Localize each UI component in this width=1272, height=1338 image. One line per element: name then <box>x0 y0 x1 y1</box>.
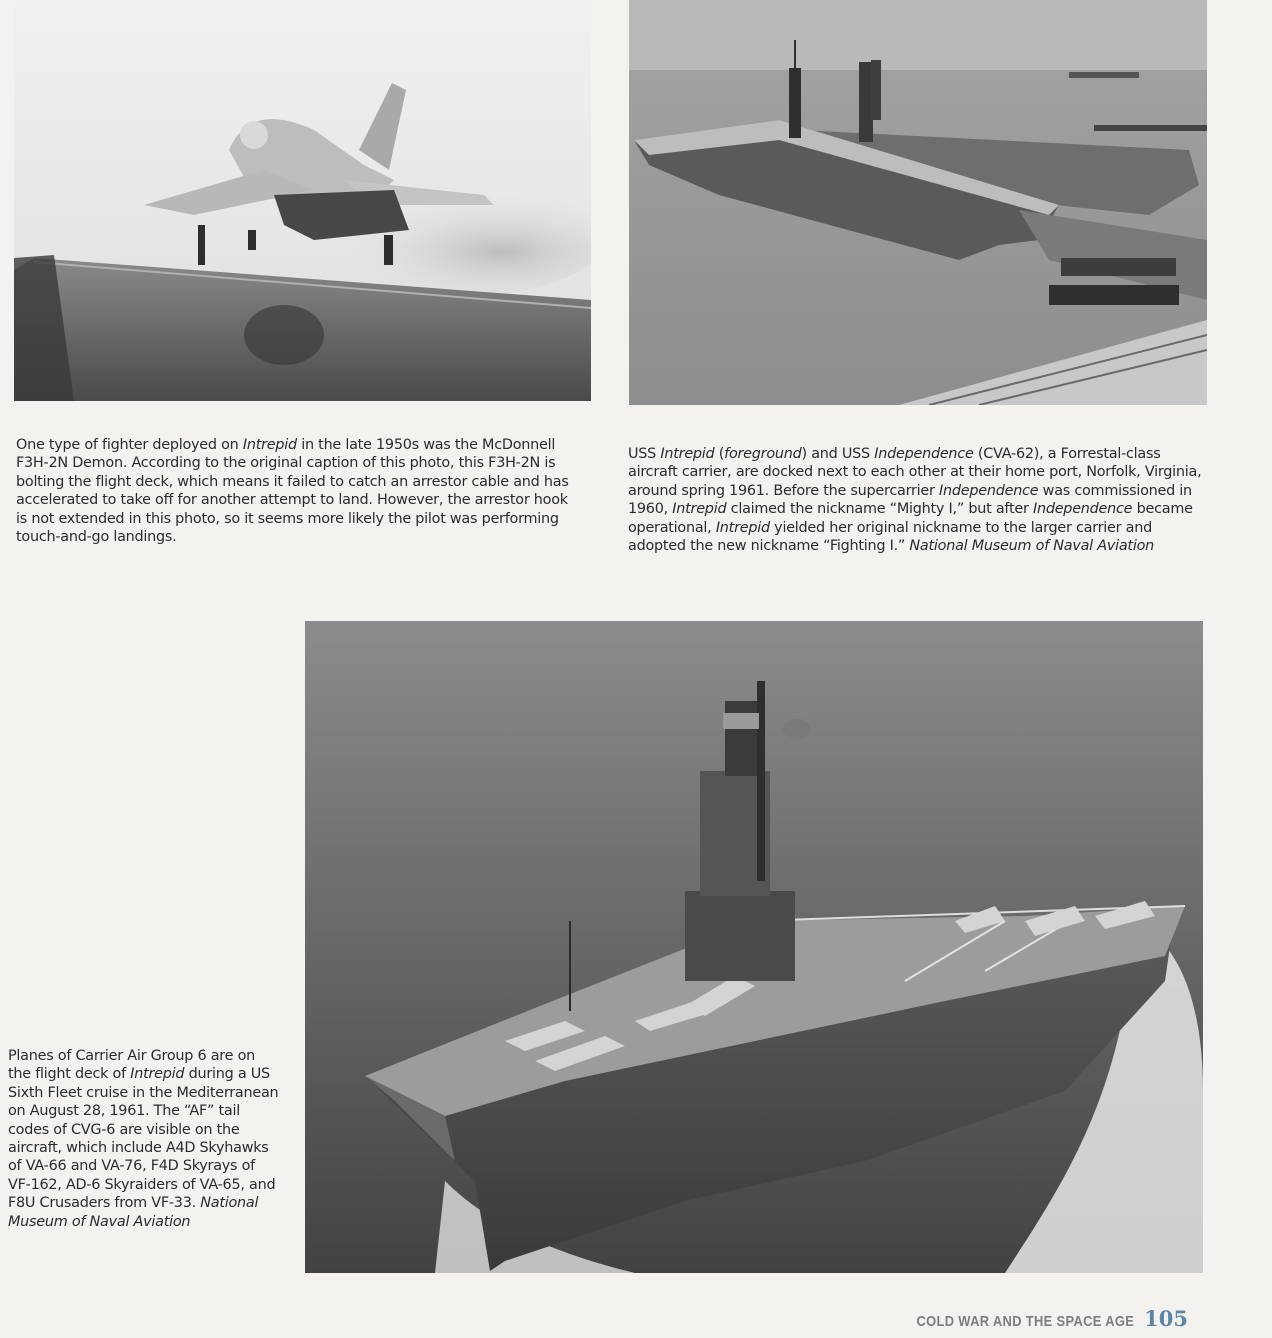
caption-docked-text: was commissioned in 1960, <box>628 482 1192 518</box>
photo-jet-takeoff <box>14 0 591 401</box>
caption-docked-ship-name: Independence <box>874 446 974 462</box>
caption-docked-ship-name: Intrepid <box>660 446 715 462</box>
caption-docked-credit: National Museum of Naval Aviation <box>909 538 1154 555</box>
caption-docked-text: USS <box>628 446 661 462</box>
caption-docked-ship-name: Independence <box>1032 501 1133 518</box>
caption-docked-text: (CVA-62), a Forrestal-class aircraft carrier, are docked next to each other at their home port, Norfolk, Virginia, around spring 1961. Before the supercarrier <box>628 446 1202 499</box>
underway-photo-image <box>305 621 1203 1273</box>
docked-photo-image <box>629 0 1207 405</box>
caption-underway-ship-name: Intrepid <box>130 1066 185 1083</box>
caption-docked-text: ) and USS <box>801 446 875 462</box>
photo-carrier-underway <box>305 621 1203 1273</box>
caption-underway-text: Planes of Carrier Air Group 6 are on the flight deck of <box>8 1048 255 1083</box>
caption-docked-text: yielded her original nickname to the larger carrier and adopted the new nickname “Fighting I.” <box>628 519 1152 555</box>
caption-docked-text: claimed the nickname “Mighty I,” but after <box>726 501 1033 518</box>
running-head: COLD WAR AND THE SPACE AGE <box>916 1313 1135 1330</box>
caption-underway-text: during a US Sixth Fleet cruise in the Mediterranean on August 28, 1961. The “AF” tail codes of CVG-6 are visible on the aircraft, which include A4D Skyhawks of VA-66 and VA-76, F4D Skyrays of VF-162, AD-6 Skyraiders of VA-65, and F8U Crusaders from VF-33. <box>8 1066 279 1212</box>
caption-jet-ship-name: Intrepid <box>242 437 297 453</box>
caption-docked-italic: foreground <box>724 446 802 462</box>
caption-docked-ship-name: Intrepid <box>672 501 727 518</box>
caption-underway-credit: National Museum of Naval Aviation <box>8 1195 259 1230</box>
caption-docked-text: ( <box>714 446 725 462</box>
caption-docked-ship-name: Intrepid <box>715 519 770 536</box>
caption-jet-text: One type of fighter deployed on <box>16 437 243 453</box>
page-footer <box>881 1306 1188 1331</box>
jet-photo-image <box>14 0 591 401</box>
photo-carriers-docked <box>629 0 1207 405</box>
page-number: 105 <box>1144 1306 1188 1331</box>
caption-docked <box>628 445 1206 555</box>
caption-jet-text: in the late 1950s was the McDonnell F3H-2N Demon. According to the original caption of this photo, this F3H-2N is bolting the flight deck, which means it failed to catch an arrestor cable and has accelerated to take off for another attempt to land. However, the arrestor hook is not extended in this photo, so it seems more likely the pilot was performing touch-and-go landings. <box>16 437 569 546</box>
caption-underway <box>8 1047 280 1231</box>
caption-docked-ship-name: Independence <box>939 482 1039 499</box>
caption-jet <box>16 436 574 546</box>
caption-docked-text: became operational, <box>628 501 1193 536</box>
